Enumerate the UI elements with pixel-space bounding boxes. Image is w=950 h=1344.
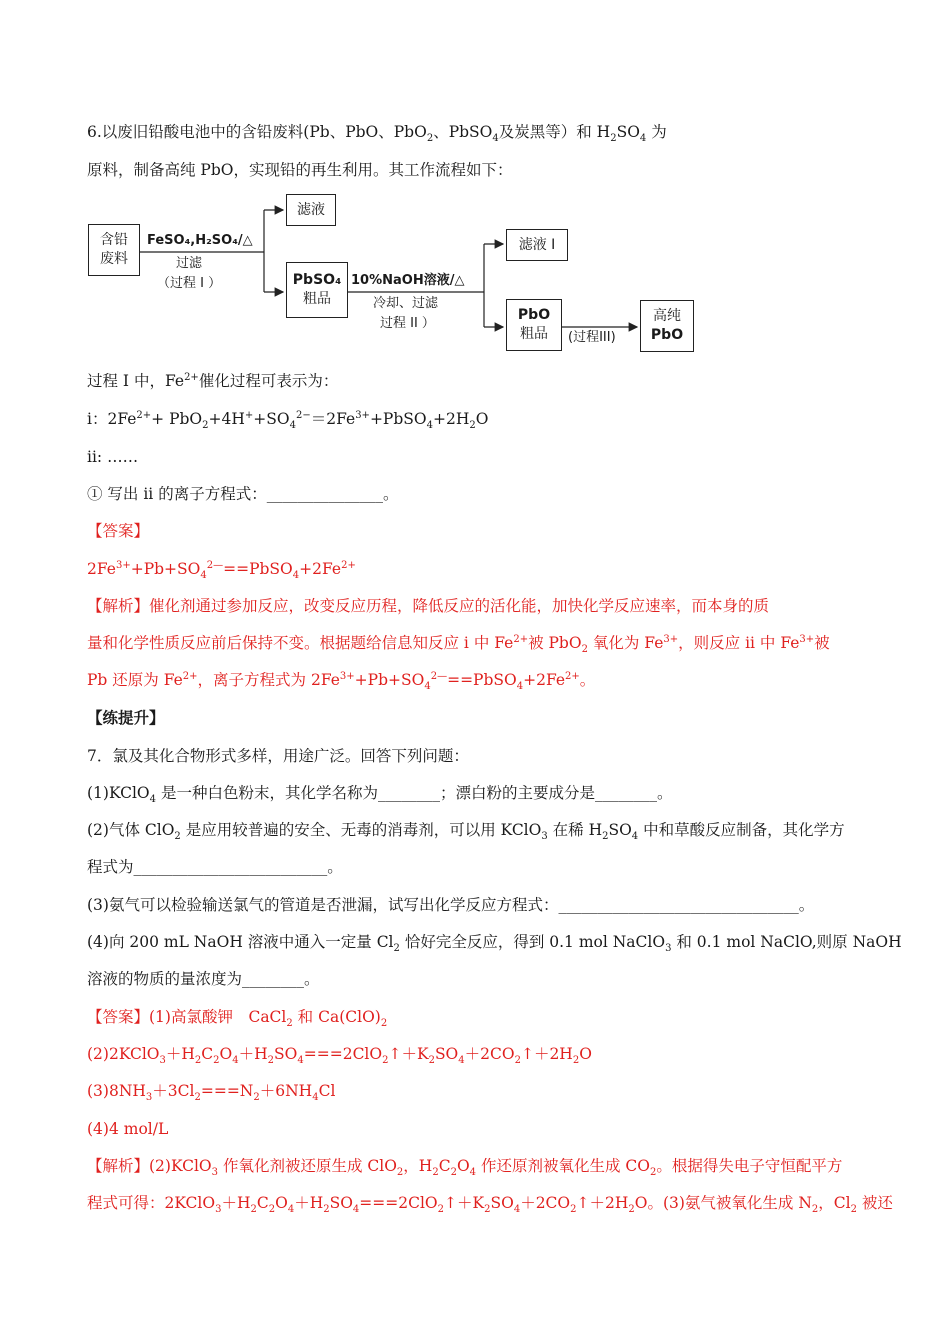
text-segment: 程式为_________________________。	[87, 858, 343, 876]
label-process1: （过程 I ）	[157, 276, 222, 291]
text-segment: Cl	[318, 1082, 336, 1100]
text-segment: 作还原剂被氧化生成 CO	[476, 1157, 650, 1175]
text-segment: 2	[602, 831, 609, 843]
text-segment: ==PbSO	[223, 560, 293, 578]
text-segment: 【解析】催化剂通过参加反应，改变反应历程，降低反应的活化能，加快化学反应速率，而本身的质	[87, 597, 770, 615]
text-segment: ↑＋K	[444, 1194, 485, 1212]
text-segment: 恰好完全反应，得到 0.1 mol NaClO	[399, 933, 666, 951]
text-segment: 2	[610, 133, 617, 145]
text-segment: ＋H	[294, 1194, 324, 1212]
text-segment: 被 PbO	[528, 634, 582, 652]
text-segment: 3+	[115, 559, 131, 571]
text-segment: 4	[492, 133, 499, 145]
text-segment: 4	[287, 1204, 295, 1216]
text-segment: O。(3)氨气被氧化生成 N	[634, 1194, 812, 1212]
text-segment: ↑＋2H	[576, 1194, 629, 1212]
text-segment: 2+	[136, 409, 152, 421]
text-segment: ↑＋K	[388, 1045, 429, 1063]
text-segment: 4	[631, 831, 639, 843]
text-segment: 4	[312, 1092, 319, 1104]
text-segment: 2+	[182, 670, 198, 682]
text-segment: 【解析】(2)KClO	[87, 1157, 212, 1175]
text-segment: 2	[268, 1204, 276, 1216]
text-segment: 2	[469, 420, 476, 432]
text-segment: 4	[149, 794, 157, 806]
q7-part3	[87, 894, 814, 916]
text-segment: 过程 I 中，Fe	[87, 372, 185, 390]
text-segment: 2	[428, 1055, 435, 1067]
text-segment: ＋H	[238, 1045, 268, 1063]
q7-explanation-line1	[87, 1155, 842, 1177]
label-reagent1: FeSO₄,H₂SO₄/△	[147, 233, 253, 248]
text-segment: 4	[516, 681, 524, 693]
text-segment: ===2ClO	[359, 1194, 438, 1212]
text-segment: 【答案】	[87, 522, 150, 540]
text-segment: 4	[424, 681, 431, 693]
text-segment: 2+	[565, 670, 580, 682]
text-segment: O	[219, 1045, 233, 1063]
label-filter1: 过滤	[176, 256, 203, 271]
text-segment: 3	[211, 1167, 219, 1179]
q7-answer-1	[87, 1006, 387, 1028]
text-segment: 3+	[663, 633, 679, 645]
box-filtrate-1: 滤液 I	[506, 229, 568, 261]
text-segment: ＝2Fe	[310, 410, 356, 428]
text-segment: 程式可得：2KClO	[87, 1194, 216, 1212]
text-segment: 2	[628, 1204, 635, 1216]
text-segment: 在稀 H	[547, 821, 603, 839]
text-segment: 是一种白色粉末，其化学名称为________；漂白粉的主要成分是________。	[156, 784, 673, 802]
text-segment: ===N	[200, 1082, 254, 1100]
text-segment: 为	[646, 123, 667, 141]
text-segment: 7．氯及其化合物形式多样，用途广泛。回答下列问题：	[87, 747, 469, 765]
text-segment: 2	[432, 1167, 439, 1179]
text-segment: 4	[469, 1167, 477, 1179]
text-segment: 2	[174, 831, 181, 843]
text-segment: (3)氨气可以检验输送氯气的管道是否泄漏，试写出化学反应方程式：_______________________________。	[87, 896, 815, 914]
q6-explanation-line3	[87, 669, 595, 691]
text-segment: C	[438, 1157, 451, 1175]
text-segment: 2	[194, 1055, 202, 1067]
box-raw-material: 含铅 废料	[88, 224, 140, 276]
text-segment: +Pb+SO	[130, 560, 201, 578]
text-segment: SO	[329, 1194, 353, 1212]
text-segment: 2	[202, 420, 209, 432]
text-segment: 2	[194, 1092, 201, 1104]
q6-explanation-line2	[87, 632, 830, 654]
q6-reaction-ii	[87, 446, 138, 468]
text-segment: ，H	[403, 1157, 433, 1175]
text-segment: 2	[426, 133, 434, 145]
text-segment: 和 Ca(ClO)	[292, 1008, 381, 1026]
text-segment: 2	[514, 1055, 521, 1067]
text-segment: SO	[434, 1045, 459, 1063]
text-segment: 2	[393, 943, 400, 955]
text-segment: SO	[616, 123, 640, 141]
text-segment: O	[579, 1045, 592, 1063]
text-segment: 2	[286, 1018, 293, 1030]
text-segment: 3+	[355, 409, 370, 421]
text-segment: +PbSO	[369, 410, 427, 428]
text-segment: ↑＋2H	[520, 1045, 573, 1063]
text-segment: 4	[289, 420, 296, 432]
text-segment: 4	[292, 570, 300, 582]
text-segment: 、PbSO	[433, 123, 493, 141]
text-segment: C	[256, 1194, 269, 1212]
text-segment: 2—	[206, 559, 224, 571]
text-segment: 2	[437, 1204, 445, 1216]
text-segment: ，则反应 ii 中 Fe	[678, 634, 800, 652]
text-segment: +2Fe	[299, 560, 342, 578]
text-segment: (4)向 200 mL NaOH 溶液中通入一定量 Cl	[87, 933, 394, 951]
text-segment: +2Fe	[523, 671, 566, 689]
text-segment: 是应用较普遍的安全、无毒的消毒剂，可以用 KClO	[180, 821, 542, 839]
flow-connectors	[0, 0, 950, 400]
text-segment: 【练提升】	[87, 708, 165, 727]
text-segment: 3	[215, 1204, 222, 1216]
text-segment: 原料，制备高纯 PbO，实现铅的再生利用。其工作流程如下：	[87, 161, 513, 179]
text-segment: 2	[850, 1204, 857, 1216]
text-segment: ＋3Cl	[152, 1082, 195, 1100]
text-segment: 【答案】(1)高氯酸钾 CaCl	[87, 1008, 287, 1026]
text-segment: 作氧化剂被还原生成 ClO	[218, 1157, 397, 1175]
text-segment: 被	[814, 634, 830, 652]
text-segment: +	[244, 409, 254, 421]
text-segment: ＋H	[165, 1045, 195, 1063]
text-segment: O	[456, 1157, 470, 1175]
text-segment: +Pb+SO	[354, 671, 425, 689]
text-segment: 2	[811, 1204, 819, 1216]
q7-part2-line1	[87, 819, 845, 841]
text-segment: 2−	[295, 409, 311, 421]
text-segment: 2+	[513, 633, 529, 645]
text-segment: +4H	[208, 410, 245, 428]
label-process3: (过程III)	[568, 330, 616, 345]
q6-answer-tag	[87, 520, 149, 542]
q7-part1	[87, 782, 672, 804]
text-segment: SO	[608, 821, 632, 839]
text-segment: (1)KClO	[87, 784, 150, 802]
text-segment: ==PbSO	[447, 671, 517, 689]
text-segment: i：2Fe	[87, 410, 137, 428]
box-pbo-pure: 高纯 PbO	[640, 300, 694, 352]
text-segment: O	[275, 1194, 288, 1212]
text-segment: ① 写出 ii 的离子方程式：_______________。	[87, 485, 399, 503]
text-segment: ＋6NH	[259, 1082, 313, 1100]
text-segment: ii: ……	[87, 448, 139, 466]
q6-subquestion-1	[87, 483, 398, 505]
text-segment: ，Cl	[818, 1194, 851, 1212]
text-segment: 。根据得失电子守恒配平方	[656, 1157, 843, 1175]
text-segment: (2)2KClO	[87, 1045, 160, 1063]
q7-part2-line2	[87, 856, 343, 878]
text-segment: ===2ClO	[303, 1045, 383, 1063]
text-segment: 3	[541, 831, 548, 843]
text-segment: 氧化为 Fe	[587, 634, 664, 652]
text-segment: 3	[159, 1055, 166, 1067]
text-segment: C	[201, 1045, 214, 1063]
text-segment: 2	[484, 1204, 491, 1216]
q7-part4-line2	[87, 968, 320, 990]
text-segment: +2H	[432, 410, 470, 428]
q6-explanation-line1	[87, 595, 769, 617]
q7-explanation-line2	[87, 1192, 893, 1214]
q7-answer-3	[87, 1080, 335, 1102]
text-segment: 4	[513, 1204, 521, 1216]
text-segment: (4)4 mol/L	[87, 1120, 169, 1138]
text-segment: 4	[200, 570, 207, 582]
text-segment: 4	[458, 1055, 465, 1067]
text-segment: 2	[572, 1055, 580, 1067]
q6-reaction-i	[87, 408, 488, 430]
text-segment: 2	[250, 1204, 257, 1216]
text-segment: 3	[145, 1092, 153, 1104]
box-pbso4-crude: PbSO₄ 粗品	[286, 262, 348, 318]
text-segment: 2	[570, 1204, 577, 1216]
text-segment: +SO	[253, 410, 290, 428]
q7-answer-2	[87, 1043, 592, 1065]
text-segment: O	[475, 410, 489, 428]
text-segment: 2	[649, 1167, 657, 1179]
q7-stem	[87, 745, 469, 767]
text-segment: 被还	[856, 1194, 893, 1212]
text-segment: 2	[396, 1167, 404, 1179]
text-segment: 。	[579, 671, 596, 689]
q7-part4-line1	[87, 931, 902, 953]
text-segment: 2	[581, 644, 588, 656]
text-segment: 中和草酸反应制备，其化学方	[638, 821, 845, 839]
text-segment: 2	[213, 1055, 220, 1067]
text-segment: SO	[274, 1045, 298, 1063]
text-segment: 溶液的物质的量浓度为________。	[87, 970, 320, 988]
text-segment: 和 0.1 mol NaClO,则原 NaOH	[671, 933, 902, 951]
text-segment: 4	[297, 1055, 304, 1067]
text-segment: (3)8NH	[87, 1082, 146, 1100]
text-segment: 2+	[184, 371, 199, 383]
text-segment: 4	[426, 420, 433, 432]
text-segment: ＋2CO	[520, 1194, 571, 1212]
text-segment: 催化过程可表示为：	[198, 372, 339, 390]
text-segment: 3+	[339, 670, 355, 682]
text-segment: 2	[323, 1204, 330, 1216]
text-segment: SO	[490, 1194, 514, 1212]
label-cool-filter: 冷却、过滤	[373, 296, 439, 311]
text-segment: 及炭黑等）和 H	[498, 123, 611, 141]
text-segment: 4	[352, 1204, 360, 1216]
text-segment: Pb 还原为 Fe	[87, 671, 183, 689]
text-segment: 2	[253, 1092, 260, 1104]
text-segment: ＋2CO	[464, 1045, 515, 1063]
q6-process-intro	[87, 370, 338, 392]
text-segment: 2—	[430, 670, 448, 682]
text-segment: 2+	[341, 559, 356, 571]
text-segment: 2	[380, 1018, 388, 1030]
text-segment: 2	[450, 1167, 457, 1179]
text-segment: ＋H	[221, 1194, 251, 1212]
box-filtrate: 滤液	[286, 194, 336, 226]
text-segment: 2	[267, 1055, 275, 1067]
q6-answer	[87, 558, 356, 580]
text-segment: 2Fe	[87, 560, 116, 578]
text-segment: 6.以废旧铅酸电池中的含铅废料(Pb、PbO、PbO	[87, 123, 427, 141]
text-segment: 3+	[799, 633, 815, 645]
practice-header	[87, 707, 165, 729]
label-reagent2: 10%NaOH溶液/△	[351, 273, 465, 288]
text-segment: 4	[639, 133, 647, 145]
label-process2: 过程 II ）	[380, 316, 435, 331]
box-pbo-crude: PbO 粗品	[506, 299, 562, 351]
text-segment: 3	[665, 943, 672, 955]
text-segment: 2	[382, 1055, 389, 1067]
text-segment: (2)气体 ClO	[87, 821, 175, 839]
text-segment: 量和化学性质反应前后保持不变。根据题给信息知反应 i 中 Fe	[87, 634, 514, 652]
q7-answer-4	[87, 1118, 168, 1140]
text-segment: + PbO	[151, 410, 203, 428]
text-segment: ，离子方程式为 2Fe	[197, 671, 340, 689]
text-segment: 4	[232, 1055, 239, 1067]
